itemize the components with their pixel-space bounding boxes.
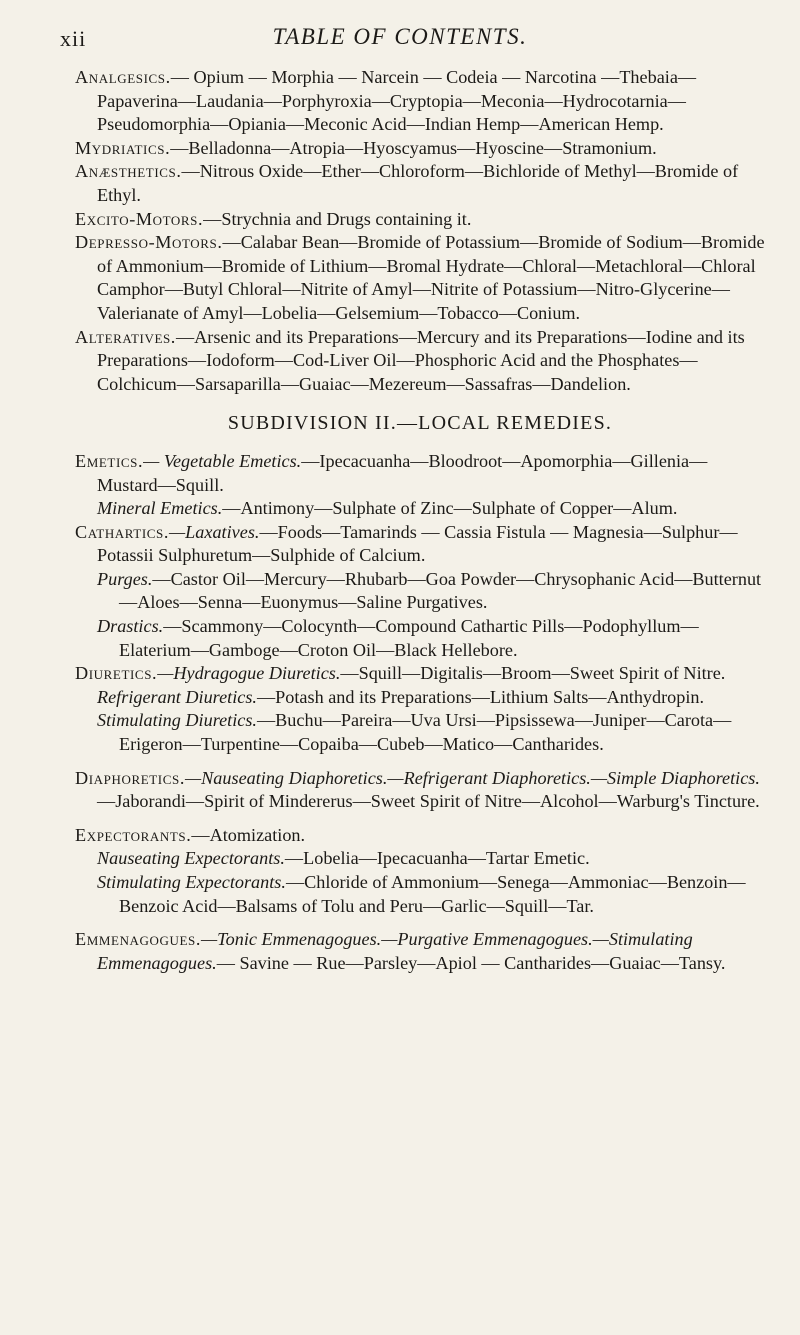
entry-subhead: —Laxatives. bbox=[169, 521, 260, 542]
entry-analgesics bbox=[75, 66, 765, 137]
entry-text: —Scammony—Colocynth—Compound Cathartic Pills—Podophyllum—Elaterium—Gamboge—Croton Oil—Black Hellebore. bbox=[119, 616, 699, 660]
entry-subhead: Mineral Emetics. bbox=[97, 498, 223, 519]
entry-head: Analgesics. bbox=[75, 67, 171, 87]
entry-mydriatics bbox=[75, 137, 765, 161]
entry-text: —Castor Oil—Mercury—Rhubarb—Goa Powder—Chrysophanic Acid—Butternut—Aloes—Senna—Euonymus—Saline Purgatives. bbox=[119, 568, 762, 613]
entry-diaphoretics bbox=[75, 767, 765, 814]
entry-head: Mydriatics. bbox=[75, 137, 171, 158]
entry-text: —Potash and its Preparations—Lithium Salts—Anthydropin. bbox=[256, 686, 705, 707]
entry-mineral-emetics bbox=[75, 497, 765, 521]
entry-purges bbox=[75, 568, 765, 615]
entry-text: —Atomization. bbox=[191, 824, 306, 845]
entry-depresso-motors bbox=[75, 231, 765, 325]
entry-subhead: —Hydragogue Diuretics. bbox=[157, 663, 341, 684]
section-heading: SUBDIVISION II.—LOCAL REMEDIES. bbox=[227, 412, 613, 435]
entry-text: —Foods—Tamarinds — Cassia Fistula — Magnesia—Sulphur—Potassii Sulphuretum—Sulphide of Calcium. bbox=[97, 521, 738, 566]
entry-text: —Buchu—Pareira—Uva Ursi—Pipsissewa—Juniper—Carota—Erigeron—Turpentine—Copaiba—Cubeb—Matico—Cantharides. bbox=[119, 710, 732, 755]
entry-subhead: — Vegetable Emetics. bbox=[143, 450, 302, 471]
entry-text: —Belladonna—Atropia—Hyoscyamus—Hyoscine—Stramonium. bbox=[170, 137, 657, 158]
entry-stimulating-diuretics bbox=[75, 709, 765, 756]
entry-nauseating-expectorants bbox=[75, 847, 765, 871]
entry-text: — Opium — Morphia — Narcein — Codeia — Narcotina —Thebaia—Papaverina—Laudania—Porphyroxia—Cryptopia—Meconia—Hydrocotarnia—Pseudomorphia—Opiania—Meconic Acid—Indian Hemp—American Hemp. bbox=[97, 67, 697, 135]
entry-text: —Calabar Bean—Bromide of Potassium—Bromide of Sodium—Bromide of Ammonium—Bromide of Lithium—Bromal Hydrate—Chloral—Metachloral—Chloral Camphor—Butyl Chloral—Nitrite of Amyl—Nitrite of Potassium—Nitro-Glycerine—Valerianate of Amyl—Lobelia—Gelsemium—Tobacco—Conium. bbox=[97, 232, 765, 323]
entry-refrigerant-diuretics bbox=[75, 686, 765, 710]
entry-head: Expectorants. bbox=[75, 824, 192, 845]
entry-anaesthetics bbox=[75, 160, 765, 207]
entry-head: Anæsthetics. bbox=[75, 161, 182, 182]
entry-subhead: —Tonic Emmenagogues.—Purgative Emmenagogues.—Stimulating Emmenagogues. bbox=[97, 929, 693, 973]
entry-text: —Strychnia and Drugs containing it. bbox=[203, 208, 472, 229]
entry-text: —Nitrous Oxide—Ether—Chloroform—Bichloride of Methyl—Bromide of Ethyl. bbox=[97, 161, 739, 205]
entry-subhead: Nauseating Expectorants. bbox=[97, 848, 285, 869]
entry-cathartics bbox=[75, 521, 765, 568]
entry-text: —Lobelia—Ipecacuanha—Tartar Emetic. bbox=[284, 848, 590, 869]
entry-head: Cathartics. bbox=[75, 521, 170, 542]
entry-subhead: Drastics. bbox=[97, 616, 164, 637]
entry-head: Emetics. bbox=[75, 450, 144, 471]
entry-text: — Savine — Rue—Parsley—Apiol — Cantharides—Guaiac—Tansy. bbox=[216, 952, 726, 973]
entry-text: —Squill—Digitalis—Broom—Sweet Spirit of Nitre. bbox=[340, 663, 726, 684]
entry-emmenagogues bbox=[75, 928, 765, 975]
page-number: xii bbox=[60, 26, 87, 51]
entry-head: Diuretics. bbox=[75, 663, 158, 684]
entry-subhead: Refrigerant Diuretics. bbox=[97, 686, 257, 707]
entry-subhead: —Nauseating Diaphoretics.—Refrigerant Diaphoretics.—Simple Diaphoretics. bbox=[185, 767, 760, 788]
entry-expectorants bbox=[75, 824, 765, 848]
entry-diuretics bbox=[75, 662, 765, 686]
contents-body bbox=[75, 66, 765, 975]
entry-head: Alteratives. bbox=[75, 326, 176, 347]
entry-text: —Arsenic and its Preparations—Mercury and its Preparations—Iodine and its Preparations—Iodoform—Cod-Liver Oil—Phosphoric Acid and the Phosphates—Colchicum—Sarsaparilla—Guaiac—Mezereum—Sassafras—Dandelion. bbox=[97, 326, 745, 394]
entry-stimulating-expectorants bbox=[75, 871, 765, 918]
entry-head: Diaphoretics. bbox=[75, 767, 185, 788]
entry-excito-motors bbox=[75, 208, 765, 232]
entry-drastics bbox=[75, 615, 765, 662]
entry-subhead: Purges. bbox=[97, 568, 153, 589]
entry-head: Emmenagogues. bbox=[75, 929, 202, 950]
entry-alteratives bbox=[75, 326, 765, 397]
entry-text: —Jaborandi—Spirit of Mindererus—Sweet Spirit of Nitre—Alcohol—Warburg's Tincture. bbox=[97, 791, 760, 812]
entry-head: Depresso-Motors. bbox=[75, 232, 223, 253]
entry-subhead: Stimulating Expectorants. bbox=[97, 872, 286, 892]
entry-head: Excito-Motors. bbox=[75, 208, 204, 229]
entry-emetics bbox=[75, 450, 765, 497]
page-header bbox=[60, 20, 740, 54]
entry-text: —Ipecacuanha—Bloodroot—Apomorphia—Gillenia—Mustard—Squill. bbox=[97, 450, 708, 495]
entry-text: —Antimony—Sulphate of Zinc—Sulphate of Copper—Alum. bbox=[222, 498, 678, 519]
entry-subhead: Stimulating Diuretics. bbox=[97, 710, 257, 731]
entry-text: —Chloride of Ammonium—Senega—Ammoniac—Benzoin—Benzoic Acid—Balsams of Tolu and Peru—Garlic—Squill—Tar. bbox=[119, 872, 746, 916]
running-title: TABLE OF CONTENTS. bbox=[272, 24, 528, 49]
